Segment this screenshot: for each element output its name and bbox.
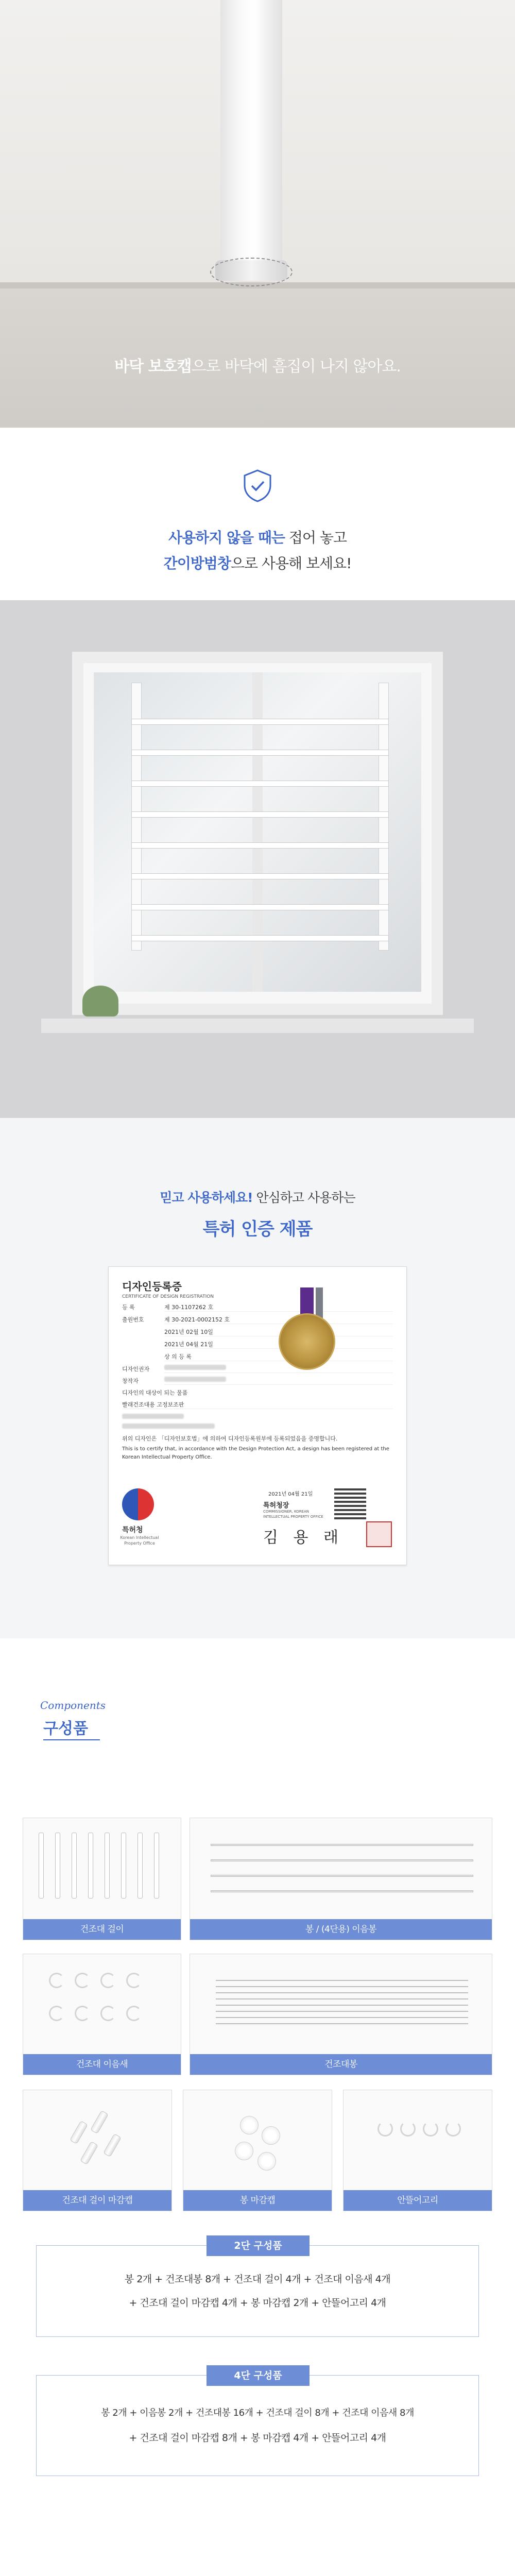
caption-rest: 으로 바닥에 흠집이 나지 않아요.: [191, 358, 401, 376]
component-card: [183, 2090, 332, 2211]
redacted-text: [122, 1414, 184, 1419]
components-section: [0, 1638, 515, 2554]
rod-piece: [216, 1986, 468, 1987]
four-tier-title: 4단 구성품: [207, 2365, 310, 2386]
component-card: [23, 2090, 172, 2211]
rack-bar: [131, 873, 389, 879]
rod-piece: [216, 2011, 468, 2012]
hook-piece: [400, 2121, 416, 2137]
redacted-text: [122, 1423, 215, 1429]
rod-piece: [211, 1859, 473, 1861]
cert-row-label: 디자인의 대상이 되는 물품: [122, 1389, 188, 1396]
end-cap-piece: [262, 2126, 280, 2145]
caption-highlight: 바닥 보호캡: [114, 358, 192, 376]
hanger-piece: [121, 1833, 126, 1899]
cert-row-value: 2021년 04월 21일: [164, 1340, 393, 1349]
commissioner-title-en: COMMISSIONER, KOREAN INTELLECTUAL PROPERTY OFFICE: [263, 1510, 323, 1519]
two-tier-line-2: + 건조대 걸이 마감캡 4개 + 봉 마감캡 2개 + 안뜰어고리 4개: [129, 2297, 386, 2309]
window-sill: [41, 1019, 474, 1033]
component-label: 건조대봉: [190, 2054, 492, 2075]
cap-piece: [103, 2133, 122, 2157]
kipo-logo: [122, 1488, 154, 1520]
rack-bar: [131, 750, 389, 756]
rod-piece: [216, 1980, 468, 1981]
official-stamp: [366, 1521, 392, 1547]
potted-plant: [82, 986, 118, 1016]
component-label: 봉 / (4단용) 이음봉: [190, 1919, 492, 1940]
rod-piece: [216, 2023, 468, 2024]
cert-note-en: This is to certify that, in accordance with the Design Protection Act, a design has been registered at the Korean Intellectual Property Office.: [122, 1446, 389, 1460]
cert-row: [122, 1328, 393, 1336]
design-registration-certificate: [108, 1266, 407, 1565]
rack-bar: [131, 811, 389, 818]
cert-row-value: 제 30-2021-0002152 호: [164, 1315, 393, 1324]
fold-line-1-highlight: 사용하지 않을 때는: [168, 529, 285, 546]
hanger-piece: [154, 1833, 159, 1899]
component-label: 안뜰어고리: [344, 2190, 492, 2211]
hook-piece: [377, 2121, 393, 2137]
joint-piece: [49, 2006, 64, 2021]
hook-piece: [423, 2121, 438, 2137]
component-label: 건조대 걸이: [23, 1919, 181, 1940]
fold-line-2-rest: 으로 사용해 보세요!: [230, 555, 352, 572]
end-cap-piece: [235, 2142, 253, 2160]
component-card: [23, 1818, 181, 1940]
component-image: [23, 1954, 181, 2054]
rack-bar: [131, 719, 389, 725]
hanger-piece: [39, 1833, 44, 1899]
cert-intro: [0, 1188, 515, 1206]
redacted-text: [164, 1377, 226, 1382]
two-tier-line-1: 봉 2개 + 건조대봉 8개 + 건조대 걸이 4개 + 건조대 이음새 4개: [124, 2274, 391, 2285]
cert-row-value: 2021년 02월 10일: [164, 1328, 393, 1336]
fold-line-2-highlight: 간이방범창: [163, 555, 231, 572]
cert-title-en: CERTIFICATE OF DESIGN REGISTRATION: [122, 1294, 214, 1299]
rod-piece: [211, 1890, 473, 1892]
fold-usage-section: [0, 428, 515, 600]
redacted-text: [164, 1365, 226, 1370]
floor-cap-caption: [0, 353, 515, 376]
cert-row: [122, 1315, 393, 1324]
joint-piece: [75, 1973, 90, 1988]
window-rack-photo-section: [0, 600, 515, 1118]
hook-piece: [445, 2121, 461, 2137]
gold-seal: [279, 1313, 335, 1370]
rack-bar: [131, 842, 389, 849]
component-card: [343, 2090, 492, 2211]
cert-note: 위의 디자인은 「디자인보호법」에 의하여 디자인등록원부에 등록되었음을 증명합니다.: [122, 1435, 338, 1442]
component-card: [190, 1818, 492, 1940]
rod-piece: [216, 2005, 468, 2006]
cert-row: [122, 1303, 393, 1312]
seal-ribbon: [316, 1287, 323, 1318]
joint-piece: [100, 1973, 116, 1988]
rack-bar: [131, 935, 389, 941]
cert-row-value: 제 30-1107262 호: [164, 1303, 393, 1312]
cert-row-label: 출원번호: [122, 1316, 144, 1323]
cap-piece: [80, 2141, 98, 2165]
cert-title: 디자인등록증: [122, 1280, 182, 1293]
cap-highlight-ring: [210, 258, 293, 286]
component-label: 건조대 이음새: [23, 2054, 181, 2075]
joint-piece: [126, 1973, 142, 1988]
qr-code: [334, 1487, 366, 1519]
components-title: 구성품: [43, 1720, 88, 1738]
cert-intro-highlight: 믿고 사용하세요!: [160, 1190, 253, 1205]
cap-piece: [90, 2110, 109, 2134]
cert-row-label: 등 록: [122, 1304, 135, 1311]
rack-pole: [220, 0, 282, 270]
joint-piece: [75, 2006, 90, 2021]
joint-piece: [49, 1973, 64, 1988]
component-image: [23, 2090, 171, 2190]
component-label: 봉 마감캡: [183, 2190, 332, 2211]
end-cap-piece: [240, 2116, 259, 2134]
hanger-piece: [72, 1833, 77, 1899]
component-label: 건조대 걸이 마감캡: [23, 2190, 171, 2211]
component-image: [344, 2090, 492, 2190]
four-tier-set-box: [36, 2370, 479, 2476]
rod-piece: [211, 1844, 473, 1846]
fold-line-2: [0, 552, 515, 573]
cap-piece: [70, 2121, 88, 2144]
org-name: 특허청: [122, 1526, 143, 1534]
hanger-piece: [138, 1833, 143, 1899]
components-script-title: Components: [40, 1699, 106, 1711]
hanger-piece: [105, 1833, 110, 1899]
component-image: [23, 1818, 181, 1919]
title-underline: [43, 1739, 100, 1740]
commissioner-title: 특허청장: [263, 1502, 289, 1510]
cert-row-value: 빨래건조대용 고정보조판: [122, 1400, 393, 1409]
certificate-section: [0, 1118, 515, 1638]
rod-piece: [211, 1875, 473, 1877]
cert-row: [122, 1377, 393, 1385]
hanger-piece: [88, 1833, 93, 1899]
signature: 김 용 래: [263, 1529, 344, 1547]
joint-piece: [100, 2006, 116, 2021]
hanger-piece: [55, 1833, 60, 1899]
component-image: [183, 2090, 332, 2190]
rack-bar: [131, 781, 389, 787]
cert-row-value: 상 의 등 록: [164, 1352, 393, 1361]
cert-row: [122, 1388, 393, 1397]
cert-intro-rest: 안심하고 사용하는: [252, 1190, 355, 1205]
cert-row-label: 디자인권자: [122, 1366, 150, 1372]
rod-piece: [216, 2017, 468, 2018]
shield-check-icon: [242, 469, 273, 503]
cert-row: [122, 1340, 393, 1349]
rod-piece: [216, 1992, 468, 1993]
cert-headline: 특허 인증 제품: [202, 1219, 313, 1240]
rod-piece: [216, 1998, 468, 1999]
fold-line-1-rest: 접어 놓고: [284, 529, 347, 546]
cert-row-label: 창작자: [122, 1378, 139, 1384]
joint-piece: [126, 2006, 142, 2021]
cert-row: [122, 1352, 393, 1361]
issue-date: 2021년 04월 21일: [268, 1492, 313, 1497]
end-cap-piece: [258, 2152, 276, 2171]
cert-row: [122, 1400, 393, 1409]
four-tier-line-2: + 건조대 걸이 마감캡 8개 + 봉 마감캡 4개 + 안뜰어고리 4개: [129, 2432, 386, 2444]
org-name-en: Korean Intellectual Property Office: [120, 1535, 159, 1546]
component-card: [23, 1954, 181, 2075]
component-image: [190, 1954, 492, 2054]
two-tier-set-box: [36, 2240, 479, 2337]
four-tier-line-1: 봉 2개 + 이음봉 2개 + 건조대봉 16개 + 건조대 걸이 8개 + 건조대 이음새 8개: [101, 2408, 414, 2418]
two-tier-title: 2단 구성품: [207, 2235, 310, 2256]
floor-cap-photo-section: [0, 0, 515, 428]
cert-row: [122, 1365, 393, 1373]
component-image: [190, 1818, 492, 1919]
rack-bar: [131, 904, 389, 910]
fold-line-1: [0, 527, 515, 547]
component-card: [190, 1954, 492, 2075]
